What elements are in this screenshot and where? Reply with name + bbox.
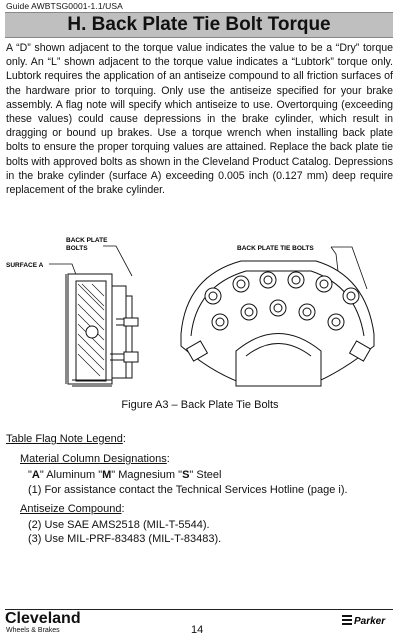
brand-subtitle: Wheels & Brakes [6,627,60,634]
label-tie-bolts: BACK PLATE TIE BOLTS [237,245,314,252]
guide-id: Guide AWBTSG0001-1.1/USA [6,1,123,11]
antiseize-note-3: (3) Use MIL-PRF-83483 (MIL-T-83483). [28,533,222,545]
parker-logo [342,613,394,627]
brake-housing-drawing [181,261,374,386]
cross-section-drawing [66,274,138,386]
figure-back-plate-tie-bolts [6,236,393,396]
material-a-text: Aluminum [43,469,99,481]
page-title: H. Back Plate Tie Bolt Torque [67,14,331,35]
material-m-text: Magnesium [115,469,179,481]
figure-caption: Figure A3 – Back Plate Tie Bolts [121,399,279,411]
legend-title-text: Table Flag Note Legend [6,433,123,445]
antiseize-title-text: Antiseize Compound [20,503,122,515]
material-note: (1) For assistance contact the Technical Services Hotline (page i). [28,484,348,496]
antiseize-note-2: (2) Use SAE AMS2518 (MIL-T-5544). [28,519,210,531]
page-number: 14 [191,624,204,636]
material-s-text: Steel [193,469,222,481]
legend-title [6,433,126,445]
label-surface-a: SURFACE A [6,262,44,269]
antiseize-title [20,503,125,515]
material-s-key: S [182,469,190,481]
title-bar [5,12,393,38]
antiseize-title-colon: : [121,503,125,515]
legend-title-colon: : [122,433,126,445]
material-a-key: A [31,469,40,481]
label-back-plate: BACK PLATE [66,237,108,244]
intro-paragraph: A “D” shown adjacent to the torque value indicates the value to be a “Dry” torque only. An “L” shown adjacent to the torque value indicates a “Lubtork” torque only. Lubtork requires the application of an antiseize compound to all friction surfaces of the hardware prior to torquing. Only use the antiseize specified for your brake assembly. A flag note will specify which antiseize to use. Overtorquing (exceeding these values) could cause depressions in the brake cylinder, which result in dragging or bound up brakes. Use a torque wrench when installing back plate bolts to ensure the proper torquing values are attained. Replace the back plate tie bolts with approved bolts as shown in the Cleveland Product Catalog. Depressions in the brake cylinder (surface A) exceeding 0.005 inch (0.127 mm) deep require replacement of the brake cylinder. [6,42,393,197]
material-designations: "A" Aluminum "M" Magnesium "S" Steel [28,469,222,481]
parker-logo-text: Parker [354,616,386,627]
material-title-text: Material Column Designations [20,453,167,465]
brand-logo: Cleveland [5,610,81,627]
parker-logo-mark [342,615,352,625]
material-title-colon: : [166,453,170,465]
label-bolts: BOLTS [66,245,88,252]
material-title [20,453,170,465]
material-m-key: M [102,469,112,481]
